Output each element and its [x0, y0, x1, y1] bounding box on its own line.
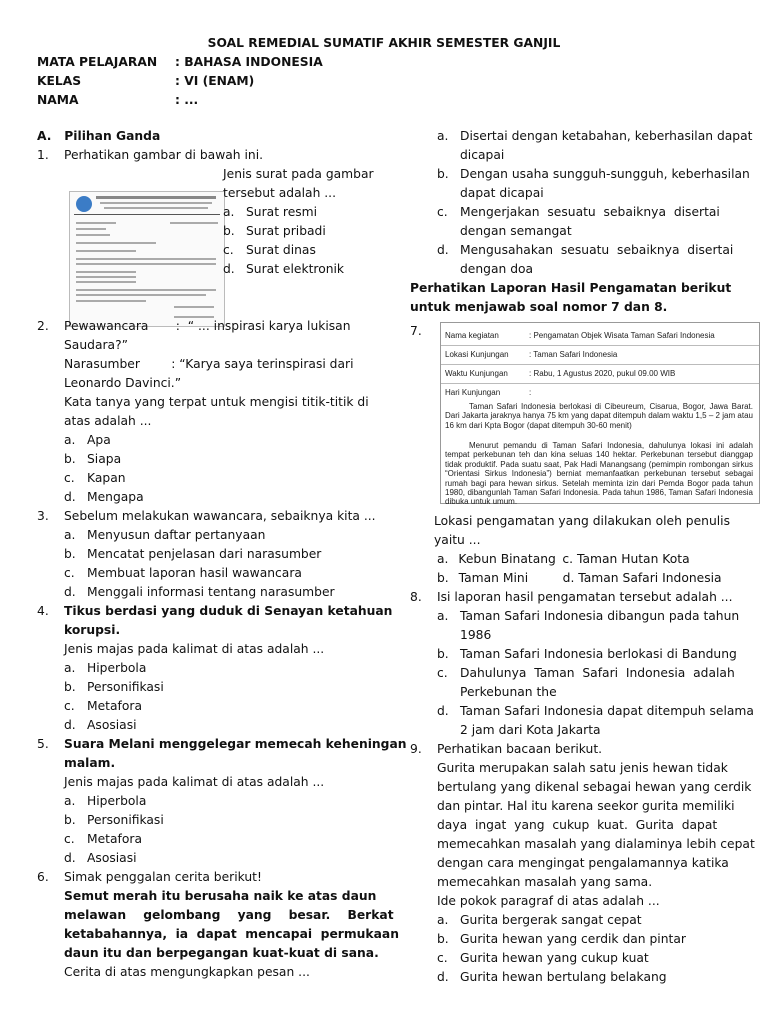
text-line: Hari Kunjungan [445, 388, 501, 397]
text-line: b. [437, 932, 449, 946]
text-line: b. [437, 647, 449, 661]
text-line: a. [64, 661, 76, 675]
option-a [223, 203, 361, 222]
text-line: Isi laporan hasil pengamatan tersebut adalah ... [437, 590, 733, 604]
text-line: Siapa [87, 452, 122, 466]
question-text: Perhatikan gambar di bawah ini. [64, 148, 264, 162]
text-line: Metafora [87, 699, 142, 713]
question-5 [37, 735, 407, 868]
right-column [410, 127, 758, 987]
question-2 [37, 317, 369, 507]
text-line: c. [437, 205, 448, 219]
text-line: Tikus berdasi yang duduk di Senayan ketahuan [64, 604, 393, 618]
text-line: Perhatikan bacaan berikut. [437, 742, 603, 756]
text-line: Dahulunya Taman Safari Indonesia adalah [460, 666, 735, 680]
text-line: 8. [410, 590, 422, 604]
text-line: Taman Safari Indonesia berlokasi di Cibeureum, Cisarua, Bogor, Jawa Barat. Dari Jakarta jaraknya hanya 75 km yang dapat ditempuh dalam waktu 1,5 – 2 jam atau 16 km dari Kpta Bogor (dapat ditempuh 30-60 menit) [445, 402, 753, 430]
text-line: a. [437, 129, 449, 143]
text-line: Mengusahakan sesuatu sebaiknya disertai [460, 243, 734, 257]
text-line: Mengerjakan sesuatu sebaiknya disertai [460, 205, 720, 219]
text-line: d. [437, 970, 449, 984]
text-line: dan pintar. Hal itu karena seekor gurita memiliki [437, 799, 735, 813]
text-line: a. [64, 433, 76, 447]
text-line: c. [562, 552, 574, 566]
text-line: d. [437, 243, 449, 257]
text-line: b. [64, 547, 76, 561]
report-note: Perhatikan Laporan Hasil Pengamatan berikut [410, 281, 732, 295]
text-line: d. [562, 571, 575, 585]
text-line: Perkebunan the [460, 685, 557, 699]
text-line: b. [437, 571, 449, 585]
text-line: : VI (ENAM) [175, 74, 255, 88]
text-line: 2 jam dari Kota Jakarta [460, 723, 601, 737]
text-line: dengan doa [460, 262, 534, 276]
text-line: daun itu dan berpegangan kuat-kuat di sana. [64, 946, 379, 960]
text-line: d. [64, 490, 76, 504]
text-line: 5. [37, 737, 49, 751]
text-line: a. [64, 528, 76, 542]
text-line: b. [64, 680, 76, 694]
text-line: Gurita merupakan salah satu jenis hewan tidak [437, 761, 728, 775]
text-line: Narasumber : “Karya saya terinspirasi dari [64, 357, 354, 371]
text-line: Surat pribadi [246, 224, 326, 238]
text-line: memecahkan masalah yang sama. [437, 875, 653, 889]
question-4 [37, 602, 393, 735]
text-line: Saudara?” [64, 338, 128, 352]
text-line: : [529, 388, 532, 397]
text-line: Mengapa [87, 490, 144, 504]
text-line: Menurut pemandu di Taman Safari Indonesia, dahulunya lokasi ini adalah tempat perkebunan teh dan kina seluas 140 hektar. Perkebunan tersebut dianggap tidak produktif. Pada suatu saat, Pak Hadi Manangsang (pemimpin rombongan sirkus “Orientasi Sirkus Indonesia”) berniat memanfaatkan perkebunan tersebut sebagai rumah bagi para hewan sirkus. Setelah meminta izin dari Pemda Bogor pada tahun 1980, dibangunlah Taman Safari Indonesia. Pada tahun 1986, Taman Safari Indonesia dibuka untuk umum. [445, 441, 753, 507]
question-6-options [410, 127, 758, 279]
text-line: a. [437, 552, 449, 566]
text-line: Cerita di atas mengungkapkan pesan ... [64, 965, 310, 979]
text-line: Gurita hewan bertulang belakang [460, 970, 667, 984]
text-line: Jenis surat pada gambar [223, 167, 374, 181]
text-line: memecahkan masalah yang dialaminya lebih cepat [437, 837, 755, 851]
text-line: b. [437, 167, 449, 181]
text-line: c. [64, 832, 75, 846]
text-line: untuk menjawab soal nomor 7 dan 8. [410, 300, 668, 314]
text-line: korupsi. [64, 623, 121, 637]
text-line: Jenis majas pada kalimat di atas adalah ... [64, 775, 325, 789]
text-line: b. [64, 452, 76, 466]
text-line: dicapai [460, 148, 505, 162]
option-c [223, 241, 361, 260]
question-1 [37, 146, 374, 317]
text-line: Gurita bergerak sangat cepat [460, 913, 642, 927]
text-line: Surat resmi [246, 205, 318, 219]
text-line: d. [437, 704, 449, 718]
meta-class [37, 74, 254, 88]
text-line: Leonardo Davinci.” [64, 376, 182, 390]
text-line: malam. [64, 756, 116, 770]
text-line: Taman Mini [458, 571, 529, 585]
section-heading: A. Pilihan Ganda [37, 129, 161, 143]
text-line: Asosiasi [87, 718, 137, 732]
text-line: dengan semangat [460, 224, 572, 238]
text-line: c. [64, 699, 75, 713]
text-line: Surat dinas [246, 243, 316, 257]
text-line: c. [64, 566, 75, 580]
text-line: d. [64, 851, 76, 865]
letter-image [69, 191, 225, 327]
option-d [223, 260, 361, 279]
text-line: Kapan [87, 471, 126, 485]
text-line: Sebelum melakukan wawancara, sebaiknya kita ... [64, 509, 376, 523]
text-line: Ide pokok paragraf di atas adalah ... [437, 894, 660, 908]
text-line: b. [223, 224, 235, 238]
text-line: Nama kegiatan [445, 331, 499, 340]
text-line: Jenis majas pada kalimat di atas adalah ... [64, 642, 325, 656]
question-7-text [410, 512, 758, 588]
text-line: Personifikasi [87, 813, 164, 827]
text-line: KELAS [37, 74, 82, 88]
text-line: dengan cara mengingat pengalamannya katika [437, 856, 729, 870]
text-line: a. [437, 913, 449, 927]
text-line: Mencatat penjelasan dari narasumber [87, 547, 322, 561]
text-line: Semut merah itu berusaha naik ke atas daun [64, 889, 377, 903]
text-line: 1. [37, 148, 49, 162]
text-line: c. [223, 243, 234, 257]
text-line: d. [64, 718, 76, 732]
text-line: Dengan usaha sungguh-sungguh, keberhasilan [460, 167, 750, 181]
question-6 [37, 868, 399, 982]
text-line: a. [223, 205, 235, 219]
text-line: Apa [87, 433, 111, 447]
left-column [37, 127, 407, 982]
text-line: Menyusun daftar pertanyaan [87, 528, 266, 542]
text-line: c. [437, 666, 448, 680]
text-line: bertulang yang dikenal sebagai hewan yang cerdik [437, 780, 752, 794]
option-b [223, 222, 361, 241]
text-line: : BAHASA INDONESIA [175, 55, 323, 69]
text-line: Surat elektronik [246, 262, 345, 276]
text-line: Gurita hewan yang cerdik dan pintar [460, 932, 686, 946]
text-line: Lokasi pengamatan yang dilakukan oleh penulis [434, 514, 730, 528]
text-line: b. [64, 813, 76, 827]
question-8 [410, 588, 758, 740]
text-line: 6. [37, 870, 49, 884]
text-line: Taman Safari Indonesia berlokasi di Bandung [460, 647, 737, 661]
page-title: SOAL REMEDIAL SUMATIF AKHIR SEMESTER GANJIL [207, 36, 561, 50]
question-7 [410, 322, 758, 512]
text-line: Taman Safari Indonesia [578, 571, 722, 585]
text-line: c. [64, 471, 75, 485]
text-line: Pewawancara : “ ... inspirasi karya lukisan [64, 319, 351, 333]
text-line: 1986 [460, 628, 492, 642]
text-line: Hiperbola [87, 794, 147, 808]
question-9 [410, 740, 758, 987]
meta-name [37, 93, 198, 107]
text-line: ketabahannya, ia dapat mencapai permukaan [64, 927, 399, 941]
text-line: Membuat laporan hasil wawancara [87, 566, 302, 580]
text-line: Asosiasi [87, 851, 137, 865]
text-line: a. [64, 794, 76, 808]
text-line: 7. [410, 324, 422, 338]
text-line: : Pengamatan Objek Wisata Taman Safari Indonesia [529, 331, 715, 340]
text-line: Taman Safari Indonesia dapat ditempuh selama [460, 704, 754, 718]
text-line: Personifikasi [87, 680, 164, 694]
text-line: : Rabu, 1 Agustus 2020, pukul 09.00 WIB [529, 369, 676, 378]
text-line: Hiperbola [87, 661, 147, 675]
text-line: Gurita hewan yang cukup kuat [460, 951, 649, 965]
text-line: d. [64, 585, 76, 599]
text-line: Waktu Kunjungan [445, 369, 508, 378]
text-line: atas adalah ... [64, 414, 152, 428]
text-line: dapat dicapai [460, 186, 544, 200]
text-line: Kata tanya yang terpat untuk mengisi titik-titik di [64, 395, 369, 409]
text-line: Lokasi Kunjungan [445, 350, 509, 359]
text-line: daya ingat yang cukup kuat. Gurita dapat [437, 818, 718, 832]
text-line: d. [223, 262, 235, 276]
text-line: 9. [410, 742, 422, 756]
text-line: : ... [175, 93, 199, 107]
text-line: Taman Safari Indonesia dibangun pada tahun [460, 609, 740, 623]
text-line: Suara Melani menggelegar memecah keheningan [64, 737, 407, 751]
text-line: tersebut adalah ... [223, 186, 337, 200]
text-line: 3. [37, 509, 49, 523]
text-line: 2. [37, 319, 49, 333]
text-line: Disertai dengan ketabahan, keberhasilan dapat [460, 129, 753, 143]
text-line: a. [437, 609, 449, 623]
meta-subject [37, 55, 323, 69]
text-line: Kebun Binatang [458, 552, 556, 566]
text-line: 4. [37, 604, 49, 618]
question-3 [37, 507, 376, 602]
text-line: yaitu ... [434, 533, 481, 547]
observation-report-image [440, 322, 760, 507]
text-line: c. [437, 951, 448, 965]
text-line: Taman Hutan Kota [576, 552, 690, 566]
text-line: : Taman Safari Indonesia [529, 350, 618, 359]
text-line: Simak penggalan cerita berikut! [64, 870, 262, 884]
text-line: Metafora [87, 832, 142, 846]
text-line: melawan gelombang yang besar. Berkat [64, 908, 394, 922]
text-line: Menggali informasi tentang narasumber [87, 585, 335, 599]
text-line: NAMA [37, 93, 79, 107]
school-logo-icon [76, 196, 92, 212]
text-line: MATA PELAJARAN [37, 55, 158, 69]
